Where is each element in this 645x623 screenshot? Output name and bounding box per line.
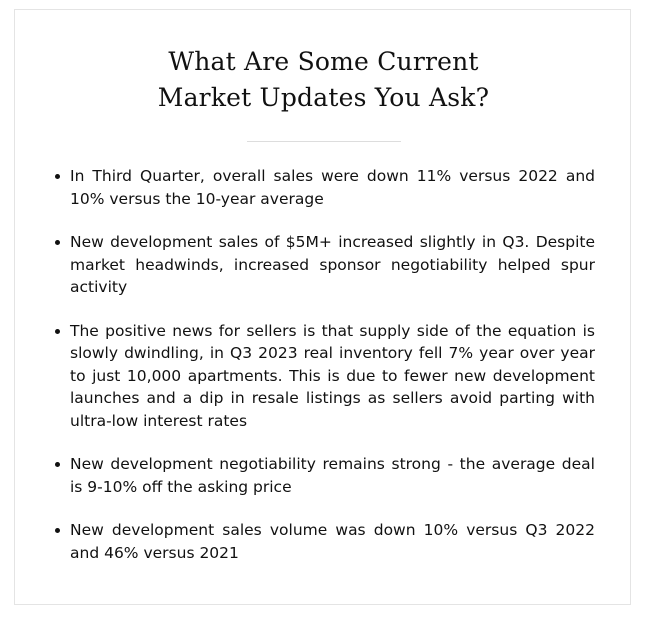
page-title [15, 44, 632, 116]
list-item [51, 453, 595, 498]
list-item-text: In Third Quarter, overall sales were down 11% versus 2022 and 10% versus the 10-year average [70, 167, 595, 208]
list-item [51, 165, 595, 210]
list-item-text: New development sales volume was down 10% versus Q3 2022 and 46% versus 2021 [70, 521, 595, 562]
bullet-dot-icon [55, 329, 60, 334]
bullet-list [51, 165, 595, 585]
bullet-dot-icon [55, 528, 60, 533]
list-item [51, 231, 595, 299]
market-updates-card [14, 9, 631, 605]
title-line-2: Market Updates You Ask? [157, 83, 490, 112]
list-item-text: New development negotiability remains strong - the average deal is 9-10% off the asking price [70, 455, 595, 496]
list-item-text: New development sales of $5M+ increased slightly in Q3. Despite market headwinds, increased sponsor negotiability helped spur activity [70, 233, 595, 296]
list-item [51, 320, 595, 433]
title-line-1: What Are Some Current [168, 47, 479, 76]
divider [247, 141, 401, 142]
bullet-dot-icon [55, 240, 60, 245]
bullet-dot-icon [55, 174, 60, 179]
bullet-dot-icon [55, 462, 60, 467]
list-item [51, 519, 595, 564]
list-item-text: The positive news for sellers is that supply side of the equation is slowly dwindling, in Q3 2023 real inventory fell 7% year over year to just 10,000 apartments. This is due to fewer new development launches and a dip in resale listings as sellers avoid parting with ultra-low interest rates [70, 321, 595, 430]
